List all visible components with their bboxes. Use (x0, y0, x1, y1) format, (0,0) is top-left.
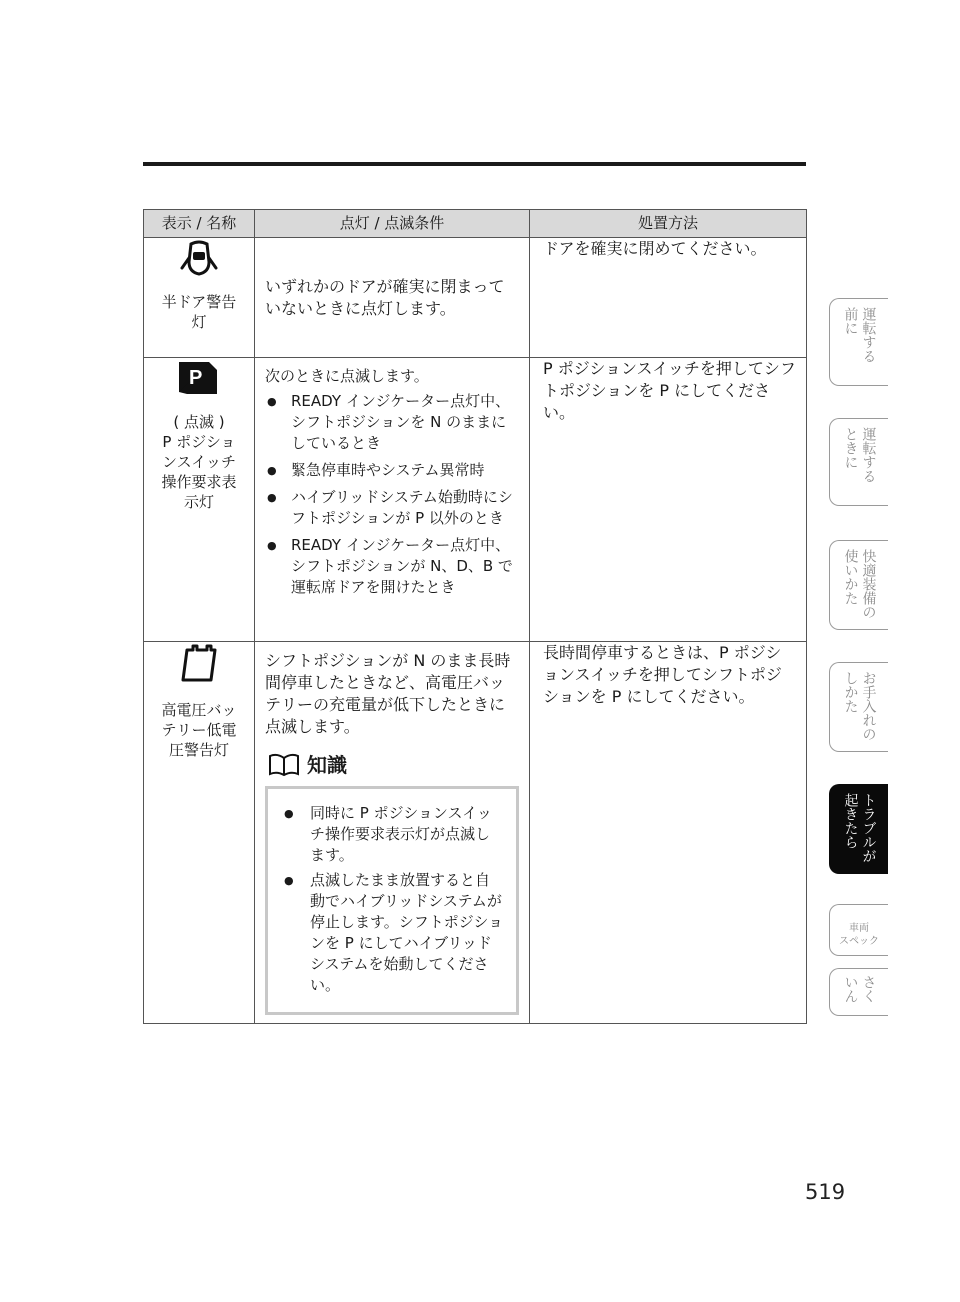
knowledge-heading (267, 752, 519, 778)
tab-label: ときに (842, 427, 859, 469)
tab-label: お手入れの (860, 671, 877, 741)
tab-label: 車両 (849, 922, 869, 934)
list-item: ● READY インジケーター点灯中、シフトポジションが N、D、B で運転席ドアを開けたとき (265, 535, 519, 598)
condition-intro: 次のときに点滅します。 (265, 367, 429, 385)
action-cell (530, 358, 807, 642)
door-ajar-icon (179, 238, 219, 282)
name-line: 半ドア警告 (161, 293, 237, 311)
condition-text: いずれかのドアが確実に閉まっていないときに点灯します。 (265, 276, 505, 318)
condition-cell (255, 358, 530, 642)
tab-label: 使いかた (842, 549, 859, 605)
list-item: ● READY インジケーター点灯中、シフトポジションを N のままにしているとき (265, 391, 519, 454)
name-line: 灯 (191, 313, 207, 331)
name-line: P ポジショ (162, 433, 236, 451)
action-text: 長時間停車するときは、P ポジションスイッチを押してシフトポジションを P にしてください。 (543, 643, 782, 706)
top-rule (143, 162, 806, 166)
tab-label: さく (860, 975, 877, 1003)
table-row (144, 642, 807, 1024)
side-tab-trouble[interactable] (829, 784, 888, 874)
tab-label: 運転する (860, 307, 877, 363)
p-position-icon (175, 358, 223, 398)
tab-label: トラブルが (860, 793, 877, 863)
battery-warning-icon (179, 642, 219, 686)
name-line: テリー低電 (161, 721, 237, 739)
tab-label: 起きたら (842, 793, 859, 849)
warning-light-table (143, 209, 807, 1024)
list-item: ● 同時に P ポジションスイッチ操作要求表示灯が点滅します。 (280, 803, 504, 866)
action-text: ドアを確実に閉めてください。 (543, 239, 767, 258)
tab-label: 前に (842, 307, 859, 335)
side-tab-maintenance[interactable] (829, 662, 888, 752)
condition-cell (255, 642, 530, 1024)
display-cell (144, 238, 255, 358)
action-cell (530, 642, 807, 1024)
knowledge-list (280, 803, 504, 996)
side-tab-index[interactable] (829, 968, 888, 1016)
list-item: ● ハイブリッドシステム始動時にシフトポジションが P 以外のとき (265, 487, 519, 529)
name-line: 圧警告灯 (168, 741, 229, 759)
tab-label: しかた (842, 671, 859, 713)
page-number: 519 (805, 1180, 846, 1204)
table-row (144, 238, 807, 358)
header-condition: 点灯 / 点滅条件 (255, 210, 530, 238)
condition-text: シフトポジションが N のまま長時間停車したときなど、高電圧バッテリーの充電量が低下したときに点滅します。 (265, 651, 511, 736)
tab-label: スペック (839, 935, 879, 947)
side-tab-while-driving[interactable] (829, 418, 888, 506)
list-item: ● 点滅したまま放置すると自動でハイブリッドシステムが停止します。シフトポジションを P にしてハイブリッドシステムを始動してください。 (280, 870, 504, 996)
tab-label: 運転する (860, 427, 877, 483)
display-cell (144, 642, 255, 1024)
svg-text:P: P (189, 367, 203, 389)
tab-label: 快適装備の (860, 549, 877, 619)
knowledge-title: 知識 (307, 752, 347, 777)
side-tab-before-driving[interactable] (829, 298, 888, 386)
list-item: ● 緊急停車時やシステム異常時 (265, 460, 519, 481)
side-tab-comfort-features[interactable] (829, 540, 888, 630)
condition-cell (255, 238, 530, 358)
table-row (144, 358, 807, 642)
name-line: 高電圧バッ (161, 701, 237, 719)
condition-list (265, 391, 519, 598)
header-display-name: 表示 / 名称 (144, 210, 255, 238)
side-tab-specifications[interactable] (829, 904, 888, 956)
name-line: ンスイッチ (162, 453, 236, 471)
action-text: P ポジションスイッチを押してシフトポジションを P にしてください。 (543, 359, 796, 422)
action-cell (530, 238, 807, 358)
header-action: 処置方法 (530, 210, 807, 238)
display-cell (144, 358, 255, 642)
open-book-icon (267, 752, 301, 778)
name-line: ( 点滅 ) (173, 413, 225, 431)
table-header-row (144, 210, 807, 238)
name-line: 操作要求表 (161, 473, 237, 491)
name-line: 示灯 (183, 493, 214, 511)
tab-label: いん (842, 975, 859, 1003)
knowledge-box (265, 786, 519, 1015)
